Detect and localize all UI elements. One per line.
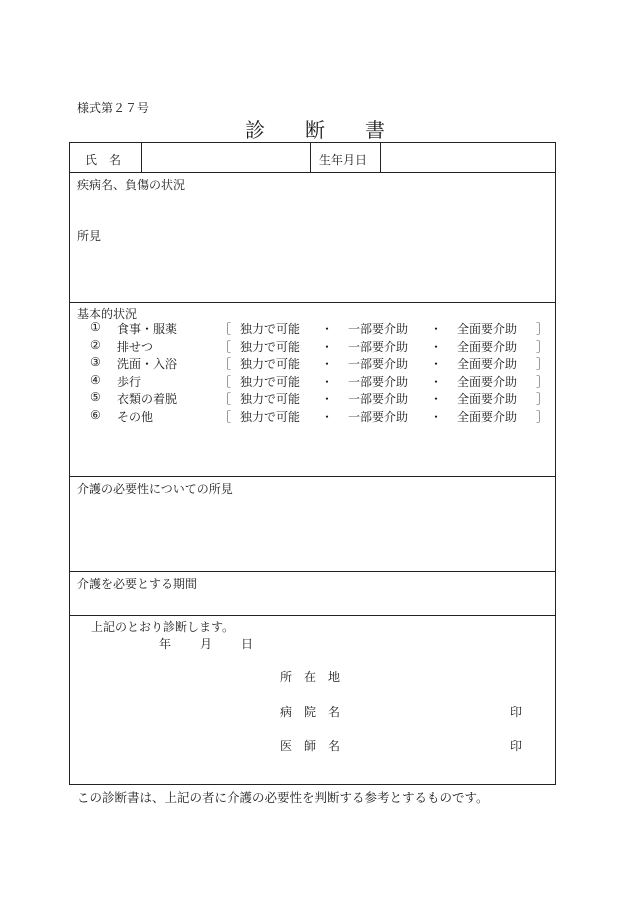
findings-label: 所見 — [77, 229, 102, 243]
option-independent[interactable]: 独力で可能 — [240, 410, 301, 424]
status-label: 衣類の着脱 — [117, 392, 178, 407]
care-need-label: 介護の必要性についての所見 — [77, 482, 233, 496]
title-char-2: 断 — [305, 118, 325, 142]
status-number: ① — [90, 320, 101, 334]
separator: ・ — [321, 357, 334, 372]
certification-statement: 上記のとおり診断します。 — [91, 620, 235, 634]
option-independent[interactable]: 独力で可能 — [240, 322, 301, 336]
name-field[interactable] — [150, 151, 300, 167]
status-label: その他 — [117, 410, 154, 424]
option-full-assist[interactable]: 全面要介助 — [457, 322, 518, 336]
separator: ・ — [321, 392, 334, 407]
status-number: ③ — [90, 355, 101, 370]
separator: ・ — [430, 374, 443, 389]
close-bracket: ］ — [536, 392, 549, 407]
separator: ・ — [430, 357, 443, 372]
option-partial-assist[interactable]: 一部要介助 — [348, 410, 409, 424]
open-bracket: ［ — [219, 357, 232, 372]
separator: ・ — [430, 339, 443, 354]
birthdate-field[interactable] — [389, 151, 544, 167]
diagnosis-form — [69, 142, 556, 785]
status-label: 排せつ — [117, 339, 154, 354]
open-bracket: ［ — [219, 322, 232, 336]
open-bracket: ［ — [219, 374, 232, 389]
status-label: 歩行 — [117, 374, 142, 389]
footnote: この診断書は、上記の者に介護の必要性を判断する参考とするものです。 — [77, 790, 489, 805]
rule-after-name-row — [70, 172, 555, 173]
separator: ・ — [321, 339, 334, 354]
option-full-assist[interactable]: 全面要介助 — [457, 357, 518, 372]
rule-after-care-period — [70, 615, 555, 616]
separator: ・ — [321, 410, 334, 424]
birthdate-label: 生年月日 — [319, 153, 368, 167]
birthdate-label-divider — [380, 143, 381, 172]
title-char-3: 書 — [365, 118, 385, 142]
option-independent[interactable]: 独力で可能 — [240, 357, 301, 372]
rule-after-care-need — [70, 571, 555, 572]
separator: ・ — [430, 322, 443, 336]
option-full-assist[interactable]: 全面要介助 — [457, 410, 518, 424]
status-number: ⑤ — [90, 390, 101, 405]
separator: ・ — [321, 374, 334, 389]
name-label: 氏 名 — [85, 153, 122, 167]
separator: ・ — [430, 392, 443, 407]
open-bracket: ［ — [219, 339, 232, 354]
address-label: 所 在 地 — [280, 670, 341, 684]
close-bracket: ］ — [536, 410, 549, 424]
separator: ・ — [430, 410, 443, 424]
status-number: ② — [90, 337, 101, 352]
status-label: 食事・服薬 — [117, 322, 178, 336]
option-partial-assist[interactable]: 一部要介助 — [348, 322, 409, 336]
option-independent[interactable]: 独力で可能 — [240, 374, 301, 389]
date-month-label: 月 — [200, 637, 213, 651]
doctor-name-label: 医 師 名 — [280, 739, 341, 753]
hospital-name-label: 病 院 名 — [280, 705, 341, 719]
hospital-seal-mark: 印 — [510, 705, 523, 719]
option-full-assist[interactable]: 全面要介助 — [457, 339, 518, 354]
close-bracket: ］ — [536, 357, 549, 372]
status-number: ⑥ — [90, 408, 101, 422]
status-label: 洗面・入浴 — [117, 357, 178, 372]
option-independent[interactable]: 独力で可能 — [240, 392, 301, 407]
option-partial-assist[interactable]: 一部要介助 — [348, 339, 409, 354]
rule-after-basic-status — [70, 476, 555, 477]
date-year-label: 年 — [159, 637, 172, 651]
option-full-assist[interactable]: 全面要介助 — [457, 392, 518, 407]
option-full-assist[interactable]: 全面要介助 — [457, 374, 518, 389]
close-bracket: ］ — [536, 322, 549, 336]
basic-status-label: 基本的状況 — [77, 307, 138, 321]
disease-status-label: 疾病名、負傷の状況 — [77, 178, 186, 192]
date-day-label: 日 — [241, 637, 254, 651]
name-label-divider — [141, 143, 142, 172]
option-partial-assist[interactable]: 一部要介助 — [348, 357, 409, 372]
title-char-1: 診 — [245, 118, 265, 142]
open-bracket: ［ — [219, 410, 232, 424]
care-period-label: 介護を必要とする期間 — [77, 577, 198, 591]
separator: ・ — [321, 322, 334, 336]
option-independent[interactable]: 独力で可能 — [240, 339, 301, 354]
option-partial-assist[interactable]: 一部要介助 — [348, 374, 409, 389]
close-bracket: ］ — [536, 339, 549, 354]
doctor-seal-mark: 印 — [510, 739, 523, 753]
close-bracket: ］ — [536, 374, 549, 389]
rule-after-findings — [70, 302, 555, 303]
option-partial-assist[interactable]: 一部要介助 — [348, 392, 409, 407]
form-number: 様式第２７号 — [77, 101, 150, 115]
open-bracket: ［ — [219, 392, 232, 407]
name-value-divider — [310, 143, 311, 172]
status-number: ④ — [90, 372, 101, 387]
